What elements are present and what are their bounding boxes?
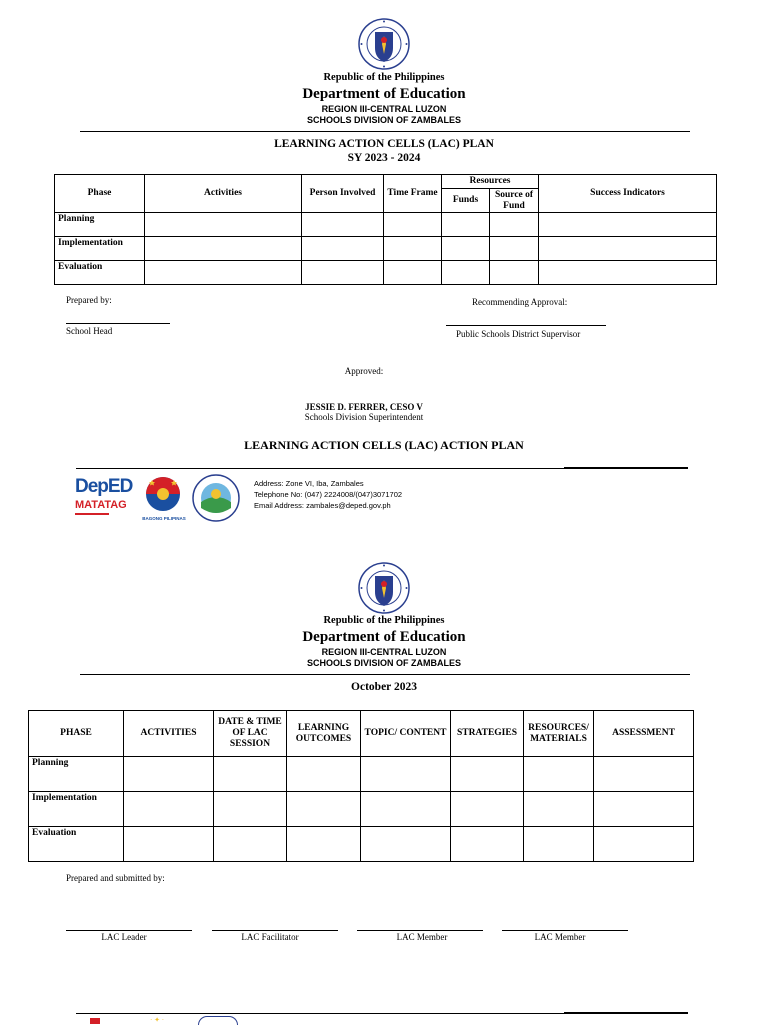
col-topic-content: TOPIC/ CONTENT [361,711,451,757]
plan-school-year: SY 2023 - 2024 [347,152,421,164]
col-learning-outcomes: LEARNING OUTCOMES [287,711,361,757]
col-date-time: DATE & TIME OF LAC SESSION [214,711,287,757]
col-activities: ACTIVITIES [124,711,214,757]
bagong-pilipinas-text: BAGONG PILIPINAS [142,516,186,521]
lac-member-label-2: LAC Member [534,932,586,942]
division-text: SCHOOLS DIVISION OF ZAMBALES [306,115,461,125]
superintendent-title: Schools Division Superintendent [304,412,424,422]
footer-contact [254,478,402,511]
signature-line-leader [66,930,192,931]
lac-facilitator-label: LAC Facilitator [241,932,299,942]
row-implementation-2: Implementation [29,792,124,827]
col-resources-materials: RESOURCES/ MATERIALS [524,711,594,757]
col-strategies: STRATEGIES [451,711,524,757]
lac-plan-table [54,174,717,285]
footer-address: Address: Zone VI, Iba, Zambales [254,479,364,488]
col-phase: Phase [55,175,145,213]
deped-logo-text: DepED [75,476,133,497]
signature-line-facilitator [212,930,338,931]
bagong-pilipinas-logo-icon [138,472,188,522]
footer-telephone: Telephone No: (047) 2224008/(047)3071702 [254,490,403,499]
lac-leader-label: LAC Leader [101,932,147,942]
lac-action-plan-table [28,710,694,862]
deped-seal-icon [358,18,410,70]
row-planning-2: Planning [29,757,124,792]
row-evaluation-2: Evaluation [29,827,124,862]
row-evaluation: Evaluation [55,261,145,285]
department-title: Department of Education [302,86,466,102]
col-success-indicators: Success Indicators [539,175,717,213]
signature-line-member-1 [357,930,483,931]
approved-label: Approved: [344,366,384,376]
supervisor-label: Public Schools District Supervisor [456,329,581,339]
lac-member-label-1: LAC Member [396,932,448,942]
footer-divider-accent-2 [564,1012,688,1014]
col-time-frame: Time Frame [384,175,442,213]
action-month: October 2023 [351,681,417,693]
school-head-signature-line [66,323,170,324]
school-head-label: School Head [66,326,113,336]
deped-seal-icon-2 [358,562,410,614]
republic-text: Republic of the Philippines [323,72,445,83]
prepared-by-label: Prepared by: [66,295,112,305]
matatag-logo-text: MATATAG [75,499,127,511]
col-source-of-fund: Source of Fund [490,189,539,213]
prepared-submitted-label: Prepared and submitted by: [66,873,165,883]
division-seal-icon [192,474,240,522]
col-phase: PHASE [29,711,124,757]
supervisor-signature-line [446,325,606,326]
action-plan-title: LEARNING ACTION CELLS (LAC) ACTION PLAN [244,438,524,452]
republic-text-2: Republic of the Philippines [323,615,445,626]
region-text: REGION III-CENTRAL LUZON [321,104,447,114]
division-text-2: SCHOOLS DIVISION OF ZAMBALES [306,658,461,668]
footer-divider-accent [564,467,688,469]
col-assessment: ASSESSMENT [594,711,694,757]
col-activities: Activities [145,175,302,213]
plan-title: LEARNING ACTION CELLS (LAC) PLAN [274,138,494,150]
row-implementation: Implementation [55,237,145,261]
col-person-involved: Person Involved [302,175,384,213]
department-title-2: Department of Education [302,629,466,645]
col-funds: Funds [442,189,490,213]
deped-matatag-logo [75,476,135,526]
footer-email: Email Address: zambales@deped.gov.ph [254,501,391,510]
signature-line-member-2 [502,930,628,931]
superintendent-name: JESSIE D. FERRER, CESO V [305,402,423,412]
bagong-pilipinas-partial-icon: · ✦ · [150,1016,165,1024]
col-resources: Resources [442,175,539,189]
matatag-underline [75,513,109,515]
header-divider-2 [80,674,690,675]
deped-logo-partial [90,1018,100,1024]
recommending-approval-label: Recommending Approval: [472,297,568,307]
row-planning: Planning [55,213,145,237]
header-divider [80,131,690,132]
region-text-2: REGION III-CENTRAL LUZON [321,647,447,657]
